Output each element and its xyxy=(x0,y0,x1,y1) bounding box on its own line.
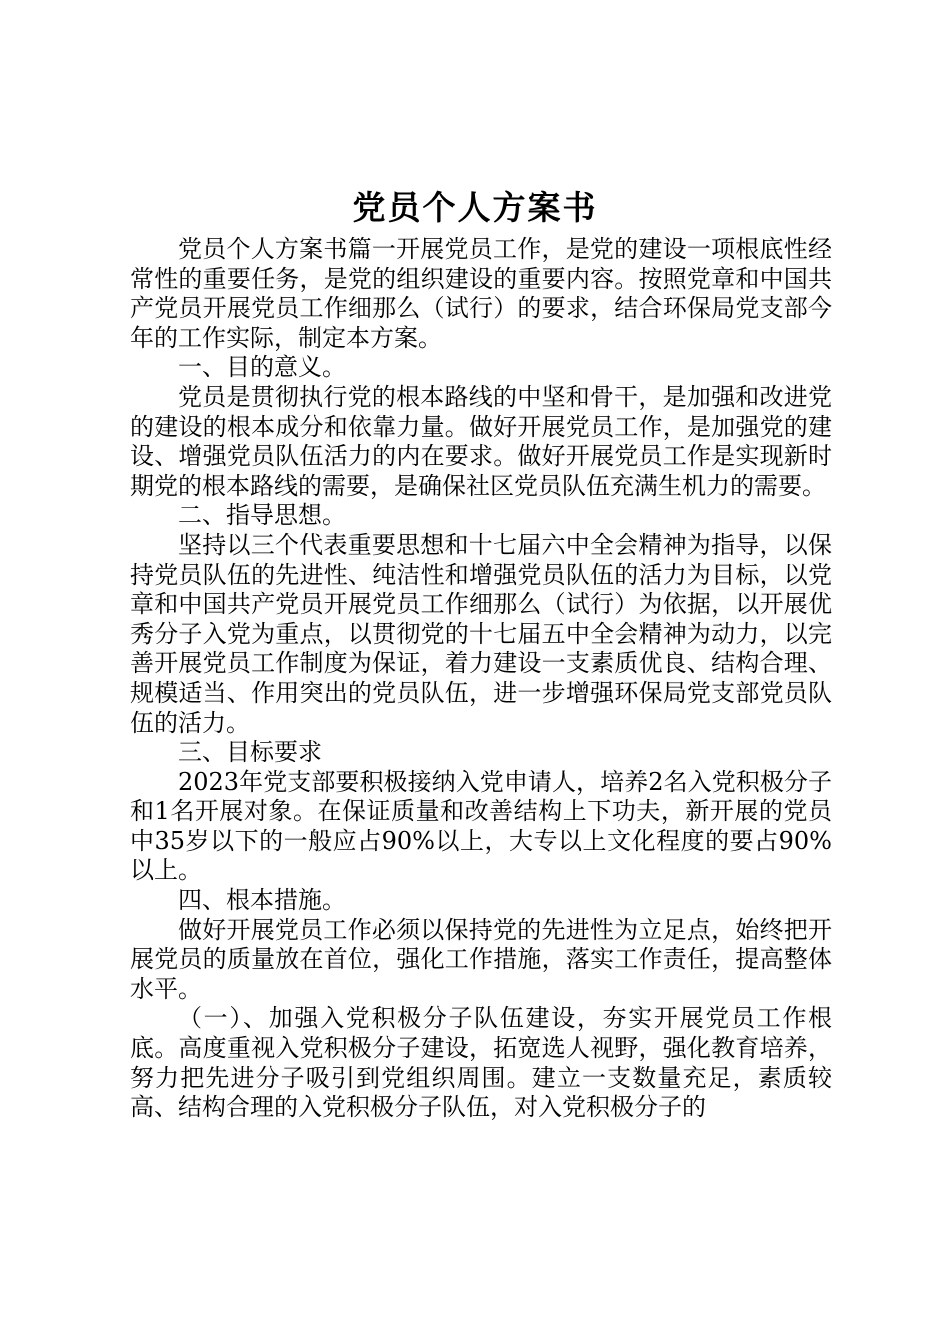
paragraph-measures: 做好开展党员工作必须以保持党的先进性为立足点，始终把开展党员的质量放在首位，强化工作措施，落实工作责任，提高整体水平。 xyxy=(130,915,832,1003)
document-title: 党员个人方案书 xyxy=(352,188,598,227)
document-body xyxy=(130,235,832,1123)
paragraph-significance: 党员是贯彻执行党的根本路线的中坚和骨干，是加强和改进党的建设的根本成分和依靠力量。做好开展党员工作，是加强党的建设、增强党员队伍活力的内在要求。做好开展党员工作是实现新时期党的根本路线的需要，是确保社区党员队伍充满生机力的需要。 xyxy=(130,382,832,500)
paragraph-measure-1: （一）、加强入党积极分子队伍建设，夯实开展党员工作根底。高度重视入党积极分子建设，拓宽选人视野，强化教育培养，努力把先进分子吸引到党组织周围。建立一支数量充足，素质较高、结构合理的入党积极分子队伍，对入党积极分子的 xyxy=(130,1004,832,1122)
paragraph-guiding-ideology: 坚持以三个代表重要思想和十七届六中全会精神为指导，以保持党员队伍的先进性、纯洁性和增强党员队伍的活力为目标，以党章和中国共产党员开展党员工作细那么（试行）为依据，以开展优秀分子入党为重点，以贯彻党的十七届五中全会精神为动力，以完善开展党员工作制度为保证，着力建设一支素质优良、结构合理、规模适当、作用突出的党员队伍，进一步增强环保局党支部党员队伍的活力。 xyxy=(130,530,832,737)
section-heading-1: 一、目的意义。 xyxy=(178,353,346,382)
paragraph-intro: 党员个人方案书篇一开展党员工作，是党的建设一项根底性经常性的重要任务，是党的组织建设的重要内容。按照党章和中国共产党员开展党员工作细那么（试行）的要求，结合环保局党支部今年的工作实际，制定本方案。 xyxy=(130,235,832,352)
section-heading-2: 二、指导思想。 xyxy=(178,501,346,530)
section-heading-3: 三、目标要求 xyxy=(178,738,322,767)
section-heading-4: 四、根本措施。 xyxy=(178,886,346,915)
paragraph-goals: 2023年党支部要积极接纳入党申请人，培养2名入党积极分子和1名开展对象。在保证质量和改善结构上下功夫，新开展的党员中35岁以下的一般应占90%以上，大专以上文化程度的要占90%以上。 xyxy=(130,767,832,885)
